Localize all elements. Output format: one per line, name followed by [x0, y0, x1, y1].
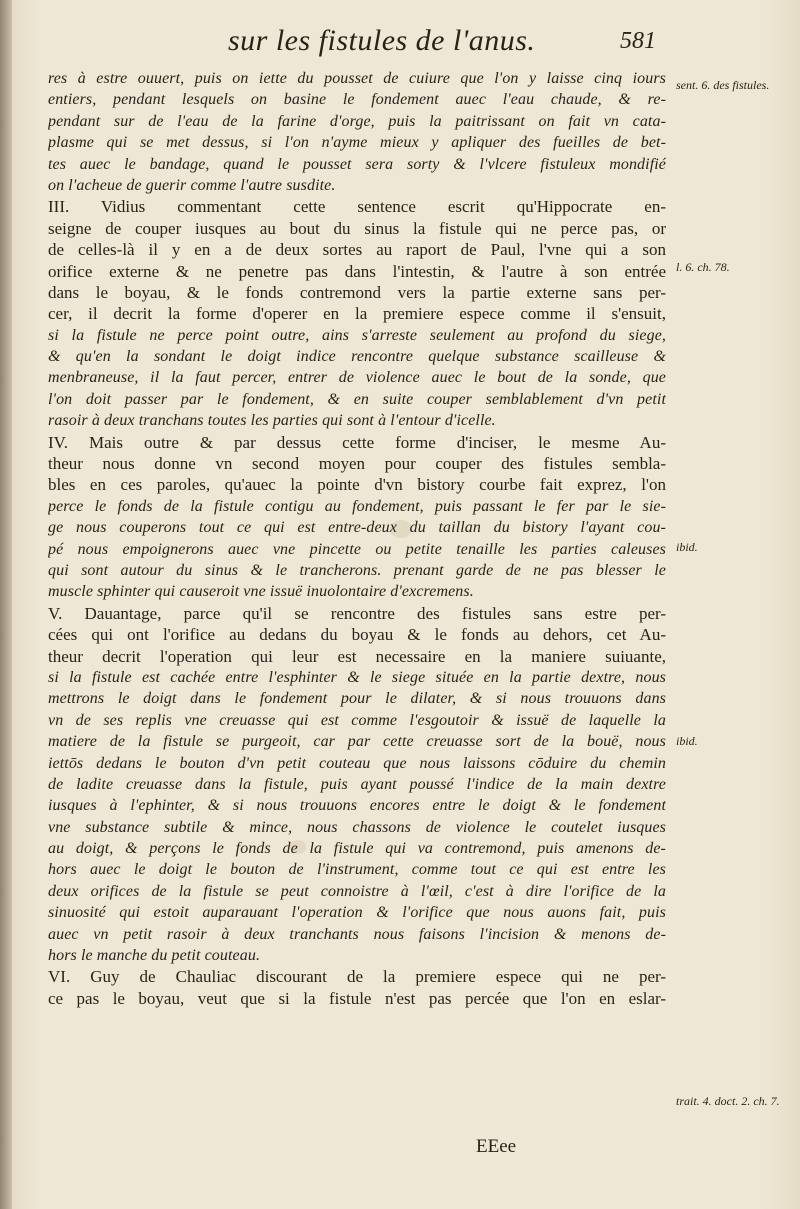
text-line: seigne de couper iusques au bout du sinus la fistule qui ne perce pas, or: [48, 218, 666, 238]
text-line: theur nous donne vn second moyen pour couper des fistules sembla-: [48, 454, 666, 474]
paragraph-start-III: III. Vidius commentant cette sentence escrit qu'Hippocrate en-: [48, 197, 666, 217]
text-line: de celles-là il y en a de deux sortes au raport de Paul, l'vne qui a son: [48, 240, 666, 260]
text-line: ce pas le boyau, veut que si la fistule n'est pas percée que l'on en eslar-: [48, 988, 666, 1008]
text-line: on l'acheue de guerir comme l'autre susdite.: [48, 176, 336, 194]
text-line: & qu'en la sondant le doigt indice rencontre quelque substance scailleuse &: [48, 348, 666, 366]
text-line: de ladite creuasse dans la fistule, puis ayant poussé l'indice de la main dextre: [48, 775, 666, 793]
margin-note: sent. 6. des fistules.: [676, 78, 770, 92]
page-fold-shadow: [0, 0, 12, 1209]
signature-mark: EEee: [476, 1136, 517, 1157]
text-line: cer, il decrit la forme d'operer en la premiere espece comme il s'ensuit,: [48, 304, 666, 324]
text-line: sinuosité qui estoit auparauant l'operation & l'orifice que nous auons fait, puis: [48, 904, 666, 922]
text-line: rasoir à deux tranchans toutes les parties qui sont à l'entour d'icelle.: [48, 412, 496, 430]
text-line: l'on doit passer par le fondement, & en suite couper semblablement d'vn petit: [48, 390, 666, 408]
text-line: menbraneuse, il la faut percer, entrer de violence auec le bout de la sonde, que: [48, 369, 666, 387]
text-line: theur decrit l'operation qui leur est necessaire en la maniere suiuante,: [48, 646, 666, 666]
text-line: orifice externe & ne penetre pas dans l'intestin, & l'autre à son entrée: [48, 261, 666, 281]
text-line: cées qui ont l'orifice au dedans du boyau & le fonds au dehors, cet Au-: [48, 625, 666, 645]
text-line: perce le fonds de la fistule contigu au fondement, puis passant le fer par le sie-: [48, 497, 666, 515]
text-line: si la fistule est cachée entre l'esphinter & le siege située en la partie dextre, nous: [48, 668, 666, 686]
text-line: hors le manche du petit couteau.: [48, 947, 261, 965]
text-line: iettōs dedans le bouton d'vn petit couteau que nous laissons cōduire du chemin: [48, 754, 666, 772]
text-line: pé nous empoignerons auec vne pincette ou petite tenaille les parties caleuses: [48, 540, 666, 558]
running-title: sur les fistules de l'anus.: [228, 24, 536, 57]
text-line: res à estre ouuert, puis on iette du pousset de cuiure que l'on y laisse cinq iours: [48, 70, 666, 87]
text-line: ge nous couperons tout ce qui est entre-deux du taillan du bistory l'ayant cou-: [48, 519, 666, 537]
body-text: [48, 68, 666, 1009]
text-line: bles en ces paroles, qu'auec la pointe d'vn bistory courbe fait exprez, l'on: [48, 475, 666, 495]
text-line: matiere de la fistule se purgeoit, car par cette creuasse sort de la bouë, nous: [48, 733, 666, 751]
page-header: [0, 18, 800, 62]
text-line: mettrons le doigt dans le fondement pour le dilater, & si nous trouuons dans: [48, 690, 666, 708]
paragraph-start-IV: IV. Mais outre & par dessus cette forme d'inciser, le mesme Au-: [48, 432, 666, 452]
text-line: entiers, pendant lesquels on basine le fondement auec l'eau chaude, & re-: [48, 91, 666, 109]
text-line: auec vn petit rasoir à deux tranchants nous faisons l'incision & menons de-: [48, 925, 666, 943]
text-line: plasme qui se met dessus, si l'on n'ayme mieux y apliquer des fueilles de bet-: [48, 134, 666, 152]
text-line: si la fistule ne perce point outre, ains s'arreste seulement au profond du siege,: [48, 326, 666, 344]
margin-note: trait. 4. doct. 2. ch. 7.: [676, 1094, 780, 1108]
margin-note: l. 6. ch. 78.: [676, 260, 730, 274]
text-line: qui sont autour du sinus & le trancherons. prenant garde de ne pas blesser le: [48, 561, 666, 579]
text-line: vne substance subtile & mince, nous chassons de violence le coutelet iusques: [48, 818, 666, 836]
paragraph-start-VI: VI. Guy de Chauliac discourant de la premiere espece qui ne per-: [48, 967, 666, 987]
margin-note: ibid.: [676, 540, 698, 554]
text-line: pendant sur de l'eau de la farine d'orge, puis la paitrissant on fait vn cata-: [48, 112, 666, 130]
text-line: tes auec le bandage, quand le pousset sera sorty & l'vlcere fistuleux mondifié: [48, 155, 666, 173]
text-line: dans le boyau, & le fonds contremond vers la partie externe sans per-: [48, 282, 666, 302]
page-number: 581: [620, 28, 656, 54]
text-line: muscle sphinter qui causeroit vne issuë inuolontaire d'excremens.: [48, 583, 474, 601]
margin-note: ibid.: [676, 734, 698, 748]
text-line: au doigt, & perçons le fonds de la fistule qui va contremond, puis amenons de-: [48, 840, 666, 858]
text-line: hors auec le doigt le bouton de l'instrument, comme tout ce qui est entre les: [48, 861, 666, 879]
text-line: vn de ses replis vne creuasse qui est comme l'esgoutoir & issuë de laquelle la: [48, 711, 666, 729]
text-line: deux orifices de la fistule se peut connoistre à l'œil, c'est à dire l'orifice de la: [48, 882, 666, 900]
text-line: iusques à l'ephinter, & si nous trouuons encores entre le doigt & le fondement: [48, 797, 666, 815]
paragraph-start-V: V. Dauantage, parce qu'il se rencontre des fistules sans estre per-: [48, 603, 666, 623]
